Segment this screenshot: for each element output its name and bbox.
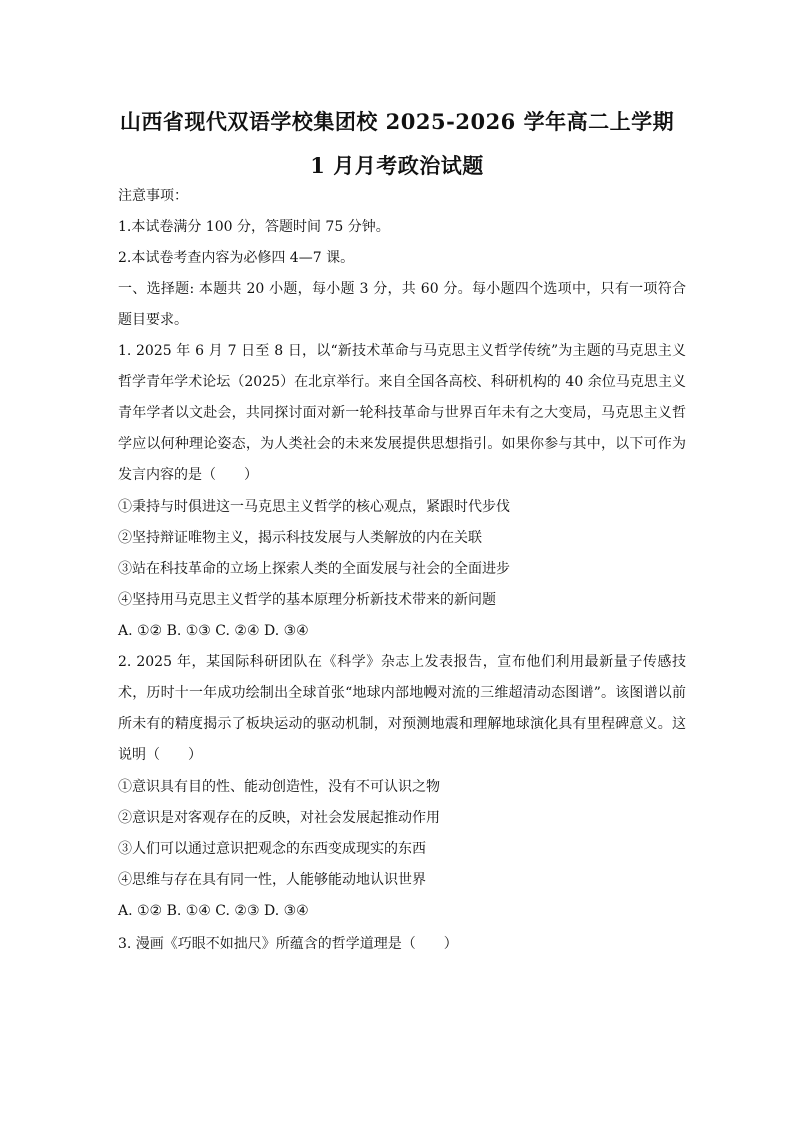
question-2-stem: 2. 2025 年，某国际科研团队在《科学》杂志上发表报告，宣布他们利用最新量子传感技术，历时十一年成功绘制出全球首张“地球内部地幔对流的三维超清动态图谱”。该图谱以前所未有的精度揭示了板块运动的驱动机制，对预测地震和理解地球演化具有里程碑意义。这说明（ ） [118, 654, 686, 763]
exam-title: 山西省现代双语学校集团校 2025-2026 学年高二上学期 [119, 109, 675, 134]
notice-item-1: 1.本试卷满分 100 分，答题时间 75 分钟。 [118, 219, 390, 235]
notice-heading: 注意事项： [118, 188, 188, 204]
question-1-option-1: ①秉持与时俱进这一马克思主义哲学的核心观点，紧跟时代步伐 [118, 499, 510, 515]
section-heading: 一、选择题: 本题共 20 小题，每小题 3 分，共 60 分。每小题四个选项中，只有一项符合题目要求。 [118, 281, 686, 328]
question-3-stem: 3. 漫画《巧眼不如拙尺》所蕴含的哲学道理是（ ） [118, 936, 458, 952]
question-2-option-4: ④思维与存在具有同一性，人能够能动地认识世界 [118, 872, 426, 888]
question-1-stem: 1. 2025 年 6 月 7 日至 8 日，以“新技术革命与马克思主义哲学传统”为主题的马克思主义哲学青年学术论坛（2025）在北京举行。来自全国各高校、科研机构的 40 余位马克思主义青年学者以文赴会，共同探讨面对新一轮科技革命与世界百年未有之大变局，马克思主义哲学应以何种理论姿态，为人类社会的未来发展提供思想指引。如果你参与其中，以下可作为发言内容的是（ ） [118, 343, 686, 483]
notice-item-2: 2.本试卷考查内容为必修四 4—7 课。 [118, 250, 355, 266]
question-2-option-1: ①意识具有目的性、能动创造性，没有不可认识之物 [118, 779, 440, 795]
question-2-choices: A. ①② B. ①④ C. ②③ D. ③④ [118, 903, 309, 919]
question-2-option-2: ②意识是对客观存在的反映，对社会发展起推动作用 [118, 810, 440, 826]
question-1-option-3: ③站在科技革命的立场上探索人类的全面发展与社会的全面进步 [118, 561, 510, 577]
question-1-option-2: ②坚持辩证唯物主义，揭示科技发展与人类解放的内在关联 [118, 530, 482, 546]
exam-subtitle: 1 月月考政治试题 [310, 153, 484, 178]
question-2-option-3: ③人们可以通过意识把观念的东西变成现实的东西 [118, 841, 426, 857]
question-1-choices: A. ①② B. ①③ C. ②④ D. ③④ [118, 623, 309, 639]
question-1-option-4: ④坚持用马克思主义哲学的基本原理分析新技术带来的新问题 [118, 592, 496, 608]
